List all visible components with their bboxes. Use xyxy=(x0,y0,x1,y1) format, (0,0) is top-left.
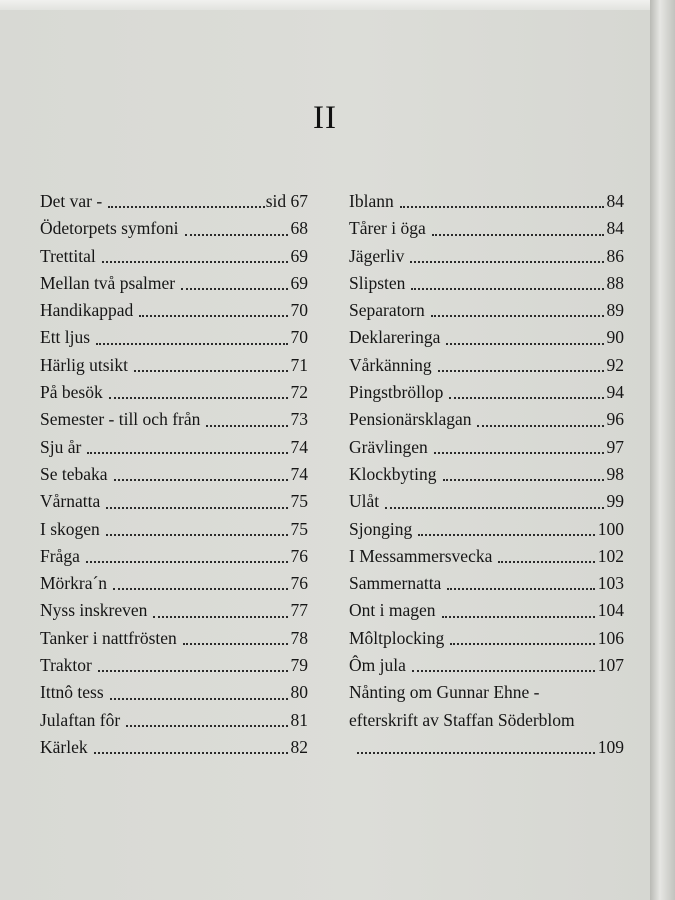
toc-entry-page: 75 xyxy=(290,491,308,512)
toc-entry xyxy=(349,270,624,297)
toc-entry-title: Handikappad xyxy=(40,300,134,321)
toc-leader-dots xyxy=(431,309,604,317)
toc-leader-dots xyxy=(206,419,287,427)
toc-entry xyxy=(349,461,624,488)
toc-entry xyxy=(40,324,308,351)
toc-entry-title: Tanker i nattfrösten xyxy=(40,627,177,648)
toc-entry xyxy=(349,188,624,215)
toc-leader-dots xyxy=(126,719,287,727)
toc-entry-title: Ödetorpets symfoni xyxy=(40,218,179,239)
toc-entry xyxy=(40,597,308,624)
toc-leader-dots xyxy=(113,582,287,590)
toc-entry-title: Ittnô tess xyxy=(40,682,104,703)
toc-entry xyxy=(349,597,624,624)
toc-entry xyxy=(40,488,308,515)
toc-entry xyxy=(40,707,308,734)
toc-leader-dots xyxy=(106,501,287,509)
toc-entry xyxy=(40,379,308,406)
toc-right-column xyxy=(349,188,624,761)
toc-left-column xyxy=(40,188,308,761)
toc-entry-title: Julaftan fôr xyxy=(40,709,121,730)
toc-leader-dots xyxy=(139,309,287,317)
toc-entry xyxy=(349,406,624,433)
section-heading: II xyxy=(313,100,337,136)
toc-entry-title: efterskrift av Staffan Söderblom xyxy=(349,709,575,730)
toc-leader-dots xyxy=(477,419,603,427)
toc-entry-title: Môltplocking xyxy=(349,627,445,648)
toc-entry xyxy=(40,652,308,679)
toc-leader-dots xyxy=(134,364,288,372)
toc-entry-page: 103 xyxy=(597,573,624,594)
toc-leader-dots xyxy=(498,555,594,563)
toc-entry-page: 75 xyxy=(290,518,308,539)
toc-entry-title: Semester - till och från xyxy=(40,409,201,430)
toc-entry-page: 72 xyxy=(290,382,308,403)
toc-entry-page: 80 xyxy=(290,682,308,703)
toc-entry-page: 98 xyxy=(606,463,624,484)
toc-entry-title: Iblann xyxy=(349,191,394,211)
toc-entry-title: Fråga xyxy=(40,545,80,566)
toc-entry xyxy=(349,679,624,706)
toc-entry-title: I skogen xyxy=(40,518,100,539)
toc-entry-title: Ulåt xyxy=(349,491,380,512)
toc-leader-dots xyxy=(153,610,287,618)
toc-leader-dots xyxy=(86,555,288,563)
toc-entry-page: 69 xyxy=(290,245,308,266)
toc-entry-page: 79 xyxy=(290,655,308,676)
toc-leader-dots xyxy=(438,364,604,372)
toc-entry-page: 86 xyxy=(606,245,624,266)
toc-entry-title: På besök xyxy=(40,382,103,403)
toc-leader-dots xyxy=(400,200,604,208)
toc-entry-page: 100 xyxy=(597,518,624,539)
toc-leader-dots xyxy=(449,391,603,399)
toc-entry xyxy=(40,461,308,488)
toc-entry-title: Nyss inskreven xyxy=(40,600,148,621)
toc-entry-page: 70 xyxy=(290,327,308,348)
toc-leader-dots xyxy=(185,228,288,236)
toc-entry-page: 99 xyxy=(606,491,624,512)
toc-entry xyxy=(349,625,624,652)
toc-entry-page: 109 xyxy=(597,736,624,757)
toc-leader-dots xyxy=(108,200,264,208)
toc-entry-page: 69 xyxy=(290,272,308,293)
toc-entry xyxy=(349,379,624,406)
toc-entry-page: 84 xyxy=(606,218,624,239)
toc-entry xyxy=(40,243,308,270)
toc-leader-dots xyxy=(446,337,603,345)
toc-entry-page: 71 xyxy=(290,354,308,375)
toc-entry-title: Sju år xyxy=(40,436,82,457)
toc-entry xyxy=(40,406,308,433)
toc-leader-dots xyxy=(94,746,288,754)
toc-leader-dots xyxy=(385,501,603,509)
toc-entry-page: 74 xyxy=(290,436,308,457)
toc-entry-title: Se tebaka xyxy=(40,463,108,484)
toc-entry xyxy=(40,570,308,597)
page-top-edge xyxy=(0,0,675,10)
toc-entry-page: sid 67 xyxy=(265,191,308,211)
toc-entry xyxy=(40,352,308,379)
toc-entry-title: Ett ljus xyxy=(40,327,91,348)
toc-entry xyxy=(40,434,308,461)
toc-entry xyxy=(349,707,624,734)
toc-entry-page: 73 xyxy=(290,409,308,430)
toc-entry-page: 76 xyxy=(290,573,308,594)
toc-entry-title: Slipsten xyxy=(349,272,406,293)
next-page-edge xyxy=(650,0,675,900)
toc-entry xyxy=(349,352,624,379)
toc-entry-title: Grävlingen xyxy=(349,436,428,457)
toc-leader-dots xyxy=(450,637,594,645)
toc-entry-title: Traktor xyxy=(40,655,92,676)
toc-leader-dots xyxy=(181,282,287,290)
toc-entry-title: Mellan två psalmer xyxy=(40,272,176,293)
toc-entry-title: Mörkra´n xyxy=(40,573,108,594)
toc-entry xyxy=(349,488,624,515)
toc-entry xyxy=(349,543,624,570)
toc-entry-page: 94 xyxy=(606,382,624,403)
toc-entry-page: 102 xyxy=(597,545,624,566)
toc-leader-dots xyxy=(109,391,288,399)
toc-entry xyxy=(40,270,308,297)
toc-entry-title: Trettital xyxy=(40,245,96,266)
toc-entry-page: 90 xyxy=(606,327,624,348)
toc-entry xyxy=(349,652,624,679)
toc-entry xyxy=(40,215,308,242)
toc-entry xyxy=(349,516,624,543)
toc-entry-title: Sammernatta xyxy=(349,573,442,594)
toc-leader-dots xyxy=(443,473,604,481)
toc-entry xyxy=(349,243,624,270)
toc-entry xyxy=(349,734,624,761)
toc-entry-page: 81 xyxy=(290,709,308,730)
toc-leader-dots xyxy=(114,473,288,481)
toc-entry-title: Vårnatta xyxy=(40,491,101,512)
toc-entry-title: Separatorn xyxy=(349,300,425,321)
toc-entry xyxy=(349,434,624,461)
toc-leader-dots xyxy=(411,282,603,290)
toc-entry-title: Det var - xyxy=(40,191,103,211)
toc-leader-dots xyxy=(98,664,288,672)
toc-entry-title: Ont i magen xyxy=(349,600,436,621)
toc-entry-page: 84 xyxy=(606,191,624,211)
toc-entry xyxy=(349,570,624,597)
toc-entry-page: 78 xyxy=(290,627,308,648)
toc-leader-dots xyxy=(183,637,288,645)
toc-entry xyxy=(40,516,308,543)
toc-entry-page: 107 xyxy=(597,655,624,676)
toc-entry-title: Jägerliv xyxy=(349,245,405,266)
toc-entry-page: 89 xyxy=(606,300,624,321)
toc-entry-page: 88 xyxy=(606,272,624,293)
toc-entry-title: Pingstbröllop xyxy=(349,382,444,403)
toc-leader-dots xyxy=(432,228,604,236)
toc-leader-dots xyxy=(442,610,595,618)
toc-entry xyxy=(349,324,624,351)
toc-entry-title: Kärlek xyxy=(40,736,88,757)
toc-entry xyxy=(40,625,308,652)
toc-entry-title: Härlig utsikt xyxy=(40,354,128,375)
toc-entry xyxy=(40,297,308,324)
toc-entry-title: Sjonging xyxy=(349,518,413,539)
toc-entry-page: 74 xyxy=(290,463,308,484)
toc-entry xyxy=(40,679,308,706)
toc-entry-page: 92 xyxy=(606,354,624,375)
toc-entry xyxy=(349,215,624,242)
toc-entry-page: 76 xyxy=(290,545,308,566)
toc-entry-page: 82 xyxy=(290,736,308,757)
toc-leader-dots xyxy=(106,528,288,536)
toc-entry-title: Deklareringa xyxy=(349,327,441,348)
toc-entry xyxy=(40,734,308,761)
toc-entry-page: 96 xyxy=(606,409,624,430)
toc-entry-page: 68 xyxy=(290,218,308,239)
toc-entry-page: 106 xyxy=(597,627,624,648)
toc-leader-dots xyxy=(410,255,603,263)
toc-entry-page: 70 xyxy=(290,300,308,321)
toc-leader-dots xyxy=(87,446,287,454)
toc-entry-title: Tårer i öga xyxy=(349,218,426,239)
toc-leader-dots xyxy=(412,664,595,672)
toc-leader-dots xyxy=(96,337,287,345)
toc-entry-title: Ôm jula xyxy=(349,655,406,676)
toc-entry-title: Nånting om Gunnar Ehne - xyxy=(349,682,540,703)
toc-entry-title: Klockbyting xyxy=(349,463,437,484)
toc-entry-page: 104 xyxy=(597,600,624,621)
toc-leader-dots xyxy=(434,446,604,454)
toc-entry-title: I Messammersvecka xyxy=(349,545,493,566)
toc-entry-title: Pensionärsklagan xyxy=(349,409,472,430)
toc-leader-dots xyxy=(110,692,288,700)
toc-leader-dots xyxy=(102,255,288,263)
toc-entry xyxy=(40,543,308,570)
toc-entry-page: 77 xyxy=(290,600,308,621)
toc-entry xyxy=(349,297,624,324)
toc-entry xyxy=(40,188,308,215)
toc-entry-page: 97 xyxy=(606,436,624,457)
toc-leader-dots xyxy=(447,582,594,590)
toc-leader-dots xyxy=(357,746,595,754)
toc-entry-title: Vårkänning xyxy=(349,354,432,375)
toc-leader-dots xyxy=(418,528,595,536)
